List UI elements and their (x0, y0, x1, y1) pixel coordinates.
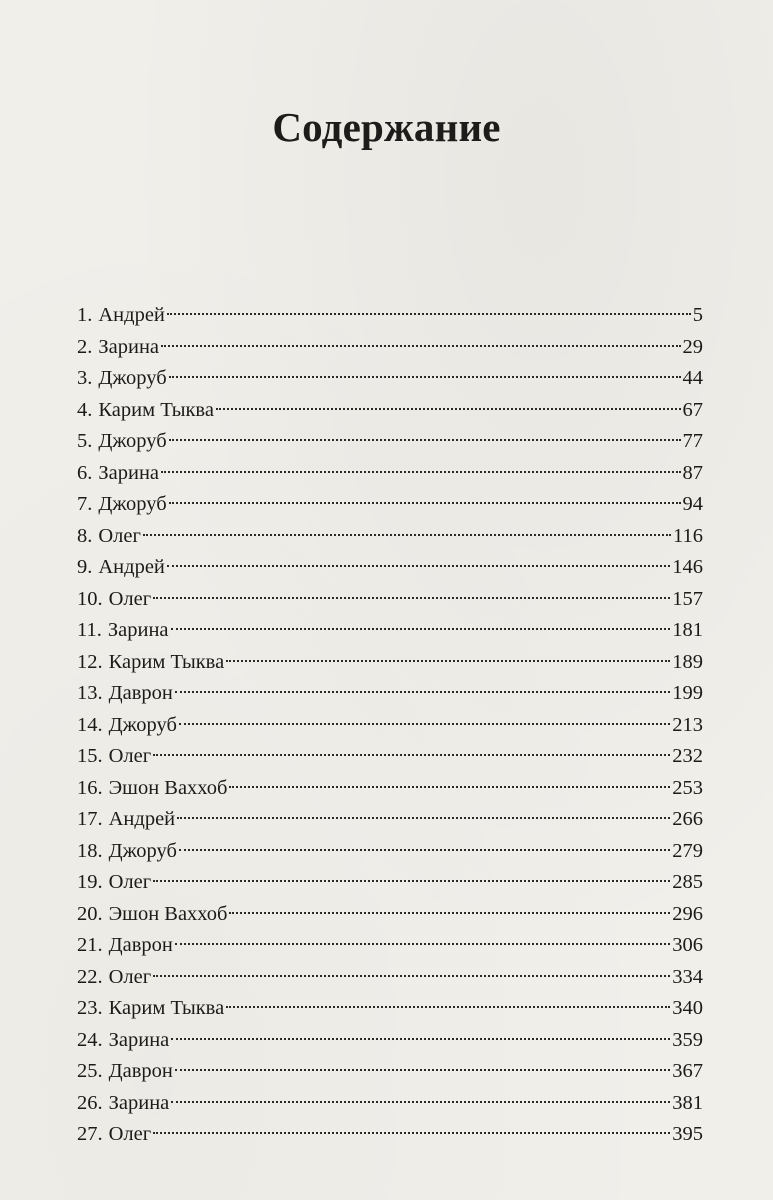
chapter-title: Олег (108, 965, 152, 988)
dot-leader (216, 408, 681, 410)
dot-leader (226, 660, 670, 662)
toc-entry (77, 1088, 703, 1120)
page-number: 77 (682, 430, 703, 452)
chapter-title: Даврон (108, 934, 173, 956)
toc-entry (77, 1119, 703, 1151)
dot-leader (167, 313, 691, 315)
chapter-number: 21. (77, 934, 103, 956)
chapter-title: Зарина (98, 461, 160, 484)
chapter-title: Джоруб (108, 713, 177, 736)
chapter-number: 19. (77, 871, 103, 893)
chapter-title: Олег (98, 524, 141, 547)
chapter-number: 2. (77, 335, 93, 358)
dot-leader (153, 1132, 670, 1134)
chapter-number: 1. (77, 304, 93, 326)
chapter-number: 8. (77, 524, 93, 547)
chapter-number: 14. (77, 713, 103, 736)
dot-leader (179, 723, 670, 725)
toc-entry (77, 1025, 703, 1057)
chapter-number: 11. (77, 619, 102, 641)
chapter-number: 5. (77, 430, 93, 452)
chapter-title: Карим Тыква (98, 398, 214, 421)
chapter-title: Джоруб (98, 367, 167, 389)
toc-entry (77, 993, 703, 1025)
toc-entry (77, 930, 703, 962)
toc-entry (77, 521, 703, 553)
page-number: 157 (672, 587, 703, 610)
chapter-number: 17. (77, 808, 103, 830)
dot-leader (169, 502, 681, 504)
dot-leader (226, 1006, 670, 1008)
chapter-number: 20. (77, 902, 103, 925)
dot-leader (177, 817, 670, 819)
dot-leader (161, 345, 680, 347)
chapter-title: Эшон Ваххоб (108, 902, 228, 925)
chapter-number: 22. (77, 965, 103, 988)
chapter-number: 23. (77, 997, 103, 1019)
page-number: 181 (672, 619, 703, 641)
chapter-title: Олег (108, 587, 152, 610)
page-number: 44 (682, 367, 703, 389)
toc-entry (77, 332, 703, 364)
page-number: 367 (672, 1060, 703, 1082)
toc-entry (77, 710, 703, 742)
page-title: Содержание (272, 104, 501, 151)
page-number: 285 (672, 871, 703, 893)
chapter-number: 26. (77, 1091, 103, 1114)
toc-entry (77, 552, 703, 584)
page-number: 340 (672, 997, 703, 1019)
page-number: 232 (672, 745, 703, 767)
chapter-title: Олег (108, 1123, 152, 1145)
chapter-number: 9. (77, 556, 93, 578)
dot-leader (179, 849, 670, 851)
chapter-title: Андрей (98, 556, 165, 578)
dot-leader (153, 597, 670, 599)
chapter-title: Джоруб (108, 839, 177, 862)
toc-entry (77, 804, 703, 836)
page-number: 116 (673, 524, 703, 547)
page-number: 213 (672, 713, 703, 736)
toc-entry (77, 867, 703, 899)
chapter-title: Андрей (98, 304, 165, 326)
toc-entry (77, 300, 703, 332)
dot-leader (229, 786, 670, 788)
toc-entry (77, 395, 703, 427)
page-number: 189 (672, 650, 703, 673)
chapter-number: 13. (77, 682, 103, 704)
chapter-title: Даврон (108, 682, 173, 704)
dot-leader (167, 565, 670, 567)
chapter-title: Зарина (98, 335, 160, 358)
chapter-number: 16. (77, 776, 103, 799)
dot-leader (161, 471, 680, 473)
chapter-number: 25. (77, 1060, 103, 1082)
chapter-number: 6. (77, 461, 93, 484)
toc-entry (77, 489, 703, 521)
dot-leader (229, 912, 670, 914)
toc-entry (77, 584, 703, 616)
toc-entry (77, 615, 703, 647)
page-number: 296 (672, 902, 703, 925)
dot-leader (171, 628, 671, 630)
chapter-number: 18. (77, 839, 103, 862)
page-number: 395 (672, 1123, 703, 1145)
page-number: 29 (682, 335, 703, 358)
chapter-number: 4. (77, 398, 93, 421)
page-number: 306 (672, 934, 703, 956)
toc-entry (77, 363, 703, 395)
chapter-number: 24. (77, 1028, 103, 1051)
toc-entry (77, 647, 703, 679)
chapter-title: Джоруб (98, 430, 167, 452)
chapter-title: Джоруб (98, 493, 167, 515)
chapter-title: Олег (108, 871, 152, 893)
toc-entry (77, 1056, 703, 1088)
chapter-number: 12. (77, 650, 103, 673)
chapter-title: Зарина (107, 619, 169, 641)
chapter-title: Зарина (108, 1091, 170, 1114)
page-number: 199 (672, 682, 703, 704)
toc-entry (77, 773, 703, 805)
dot-leader (175, 943, 670, 945)
page-number: 266 (672, 808, 703, 830)
page-number: 253 (672, 776, 703, 799)
chapter-title: Карим Тыква (108, 997, 225, 1019)
toc-entry (77, 962, 703, 994)
chapter-number: 27. (77, 1123, 103, 1145)
dot-leader (153, 975, 670, 977)
chapter-title: Эшон Ваххоб (108, 776, 228, 799)
chapter-title: Карим Тыква (108, 650, 225, 673)
page-number: 146 (672, 556, 703, 578)
chapter-number: 7. (77, 493, 93, 515)
chapter-title: Андрей (108, 808, 176, 830)
toc-entry (77, 836, 703, 868)
page-number: 334 (672, 965, 703, 988)
dot-leader (169, 439, 681, 441)
dot-leader (175, 691, 670, 693)
toc-entry (77, 458, 703, 490)
toc-entry (77, 899, 703, 931)
chapter-title: Зарина (108, 1028, 170, 1051)
dot-leader (169, 376, 681, 378)
chapter-title: Олег (108, 745, 152, 767)
page-number: 67 (682, 398, 703, 421)
dot-leader (153, 880, 670, 882)
dot-leader (153, 754, 670, 756)
dot-leader (143, 534, 671, 536)
page-number: 94 (682, 493, 703, 515)
dot-leader (171, 1038, 670, 1040)
chapter-title: Даврон (108, 1060, 173, 1082)
dot-leader (171, 1101, 670, 1103)
page-number: 5 (692, 304, 703, 326)
table-of-contents (77, 300, 703, 1151)
chapter-number: 15. (77, 745, 103, 767)
chapter-number: 10. (77, 587, 103, 610)
page-number: 381 (672, 1091, 703, 1114)
page-number: 359 (672, 1028, 703, 1051)
chapter-number: 3. (77, 367, 93, 389)
toc-entry (77, 426, 703, 458)
page-number: 279 (672, 839, 703, 862)
toc-entry (77, 741, 703, 773)
dot-leader (175, 1069, 670, 1071)
toc-entry (77, 678, 703, 710)
page-number: 87 (682, 461, 703, 484)
